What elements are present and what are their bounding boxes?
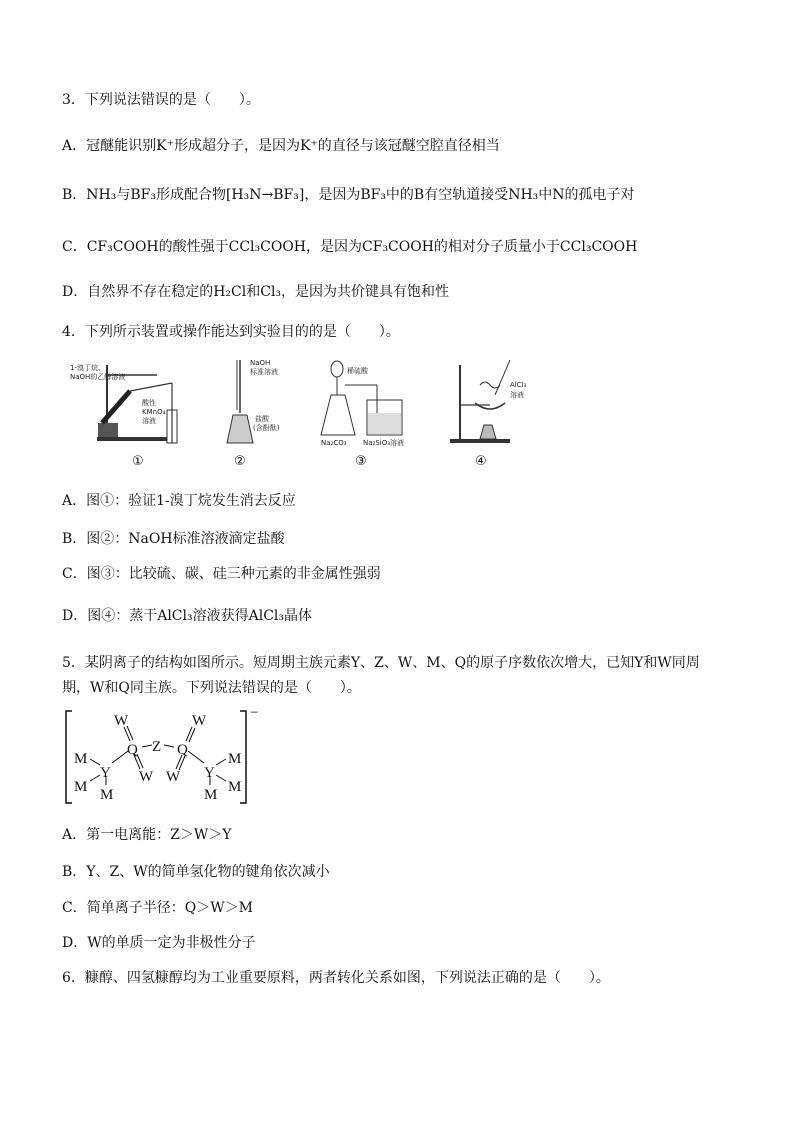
fig4-label-solution: 溶液 — [510, 391, 524, 399]
q5-option-d: D．W的单质一定为非极性分子 — [62, 935, 256, 951]
q3-option-a: A．冠醚能识别K⁺形成超分子，是因为K⁺的直径与该冠醚空腔直径相当 — [62, 138, 500, 154]
fig1-label-kmno4: KMnO₄ — [142, 408, 166, 416]
atom-w: W — [139, 769, 154, 785]
atom-z: Z — [152, 739, 162, 755]
fig3-label-na2sio3: Na₂SiO₃溶液 — [363, 439, 405, 447]
q5-option-b: B．Y、Z、W的简单氢化物的键角依次减小 — [62, 864, 330, 880]
q5-stem-line2: 期，W和Q同主族。下列说法错误的是（ ）。 — [62, 680, 361, 696]
fig4-label-alcl3: AlCl₃ — [510, 381, 527, 389]
fig2-label-phenolphthalein: (含酚酞) — [253, 424, 280, 432]
anion-charge: − — [250, 707, 259, 721]
figure-3-number: ③ — [355, 454, 367, 469]
q5-option-a: A．第一电离能：Z＞W＞Y — [62, 827, 232, 843]
q3-stem: 3．下列说法错误的是（ ）。 — [62, 92, 260, 108]
q4-option-c: C．图③：比较硫、碳、硅三种元素的非金属性强弱 — [62, 566, 381, 582]
fig2-label-hcl: 盐酸 — [255, 415, 269, 423]
atom-y: Y — [204, 765, 215, 781]
atom-q: Q — [127, 742, 138, 758]
figure-2-titration — [205, 355, 295, 450]
fig2-label-standard: 标准溶液 — [250, 368, 278, 376]
atom-w: W — [192, 713, 207, 729]
figure-2-number: ② — [234, 454, 246, 469]
fig1-label-solution: 溶液 — [142, 417, 156, 425]
atom-y: Y — [100, 765, 111, 781]
q6-stem: 6．糠醇、四氢糠醇均为工业重要原料，两者转化关系如图，下列说法正确的是（ ）。 — [62, 970, 610, 986]
fig1-label-bromobutane: 1-溴丁烷、 — [70, 364, 105, 372]
fig3-label-sulfuric-acid: 稀硫酸 — [347, 367, 368, 375]
q4-option-a: A．图①：验证1-溴丁烷发生消去反应 — [62, 493, 296, 509]
atom-m: M — [74, 779, 88, 795]
q3-option-b: B．NH₃与BF₃形成配合物[H₃N→BF₃]，是因为BF₃中的B有空轨道接受NH₃中N的孤电子对 — [62, 187, 635, 203]
atom-m: M — [74, 751, 88, 767]
atom-m: M — [228, 779, 242, 795]
figure-3-acid-comparison — [315, 355, 415, 450]
q5-stem-line1: 5．某阴离子的结构如图所示。短周期主族元素Y、Z、W、M、Q的原子序数依次增大，已知Y和W同周 — [62, 655, 700, 671]
atom-m: M — [228, 751, 242, 767]
figure-1-elimination-apparatus — [62, 355, 192, 450]
atom-q: Q — [177, 742, 188, 758]
fig3-label-na2co3: Na₂CO₃ — [321, 439, 347, 447]
q3-option-d: D．自然界不存在稳定的H₂Cl和Cl₃，是因为共价键具有饱和性 — [62, 284, 450, 300]
figure-4-evaporation — [440, 355, 540, 450]
figure-4-number: ④ — [475, 454, 487, 469]
atom-w: W — [114, 713, 129, 729]
q4-stem: 4．下列所示装置或操作能达到实验目的的是（ ）。 — [62, 324, 400, 340]
atom-m: M — [204, 787, 218, 803]
atom-w: W — [166, 769, 181, 785]
q3-option-c: C．CF₃COOH的酸性强于CCl₃COOH，是因为CF₃COOH的相对分子质量小于CCl₃COOH — [62, 239, 638, 255]
figure-1-number: ① — [132, 454, 144, 469]
fig1-label-acidic: 酸性 — [142, 399, 156, 407]
fig2-label-naoh: NaOH — [250, 359, 271, 367]
fig1-label-naoh-ethanol: NaOH的乙醇溶液 — [70, 373, 126, 381]
anion-structure-diagram — [64, 707, 264, 807]
q4-option-b: B．图②：NaOH标准溶液滴定盐酸 — [62, 531, 285, 547]
q4-option-d: D．图④：蒸干AlCl₃溶液获得AlCl₃晶体 — [62, 608, 313, 624]
q5-option-c: C．简单离子半径：Q＞W＞M — [62, 900, 253, 916]
atom-m: M — [100, 787, 114, 803]
